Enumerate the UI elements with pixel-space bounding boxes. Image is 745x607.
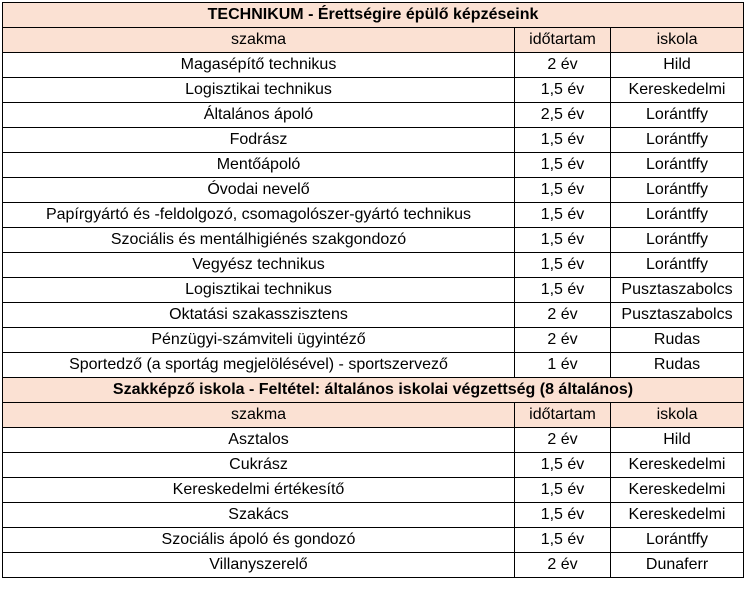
- training-table: [2, 2, 744, 578]
- school-cell: Lorántffy: [611, 178, 744, 203]
- school-cell: Kereskedelmi: [611, 78, 744, 103]
- duration-cell: 1,5 év: [515, 253, 611, 278]
- profession-cell: Asztalos: [3, 428, 515, 453]
- table-row: [3, 153, 744, 178]
- column-header-row: [3, 403, 744, 428]
- school-cell: Pusztaszabolcs: [611, 303, 744, 328]
- duration-cell: 2 év: [515, 53, 611, 78]
- school-cell: Lorántffy: [611, 253, 744, 278]
- section-title-row: [3, 3, 744, 28]
- profession-cell: Cukrász: [3, 453, 515, 478]
- table-row: [3, 553, 744, 578]
- table-row: [3, 428, 744, 453]
- table-row: [3, 78, 744, 103]
- school-cell: Lorántffy: [611, 128, 744, 153]
- profession-cell: Magasépítő technikus: [3, 53, 515, 78]
- table-row: [3, 353, 744, 378]
- duration-cell: 1 év: [515, 353, 611, 378]
- table-row: [3, 528, 744, 553]
- table-row: [3, 478, 744, 503]
- table-row: [3, 203, 744, 228]
- column-header: iskola: [611, 403, 744, 428]
- duration-cell: 1,5 év: [515, 278, 611, 303]
- table-row: [3, 453, 744, 478]
- duration-cell: 1,5 év: [515, 178, 611, 203]
- school-cell: Dunaferr: [611, 553, 744, 578]
- table-row: [3, 228, 744, 253]
- column-header: időtartam: [515, 403, 611, 428]
- duration-cell: 2,5 év: [515, 103, 611, 128]
- duration-cell: 2 év: [515, 328, 611, 353]
- column-header: szakma: [3, 28, 515, 53]
- section-title: TECHNIKUM - Érettségire épülő képzéseink: [3, 3, 744, 28]
- profession-cell: Fodrász: [3, 128, 515, 153]
- profession-cell: Mentőápoló: [3, 153, 515, 178]
- table-row: [3, 53, 744, 78]
- profession-cell: Szociális és mentálhigiénés szakgondozó: [3, 228, 515, 253]
- profession-cell: Oktatási szakasszisztens: [3, 303, 515, 328]
- table-row: [3, 278, 744, 303]
- table-row: [3, 128, 744, 153]
- profession-cell: Általános ápoló: [3, 103, 515, 128]
- duration-cell: 1,5 év: [515, 528, 611, 553]
- profession-cell: Szakács: [3, 503, 515, 528]
- school-cell: Kereskedelmi: [611, 453, 744, 478]
- profession-cell: Papírgyártó és -feldolgozó, csomagolószer-gyártó technikus: [3, 203, 515, 228]
- profession-cell: Óvodai nevelő: [3, 178, 515, 203]
- table-row: [3, 303, 744, 328]
- school-cell: Hild: [611, 428, 744, 453]
- duration-cell: 1,5 év: [515, 228, 611, 253]
- table-row: [3, 253, 744, 278]
- duration-cell: 1,5 év: [515, 153, 611, 178]
- duration-cell: 1,5 év: [515, 128, 611, 153]
- column-header: iskola: [611, 28, 744, 53]
- school-cell: Lorántffy: [611, 103, 744, 128]
- table-row: [3, 178, 744, 203]
- school-cell: Lorántffy: [611, 153, 744, 178]
- profession-cell: Szociális ápoló és gondozó: [3, 528, 515, 553]
- school-cell: Kereskedelmi: [611, 503, 744, 528]
- table-row: [3, 103, 744, 128]
- school-cell: Kereskedelmi: [611, 478, 744, 503]
- duration-cell: 1,5 év: [515, 203, 611, 228]
- section-title-row: [3, 378, 744, 403]
- school-cell: Pusztaszabolcs: [611, 278, 744, 303]
- school-cell: Lorántffy: [611, 228, 744, 253]
- school-cell: Rudas: [611, 328, 744, 353]
- duration-cell: 2 év: [515, 553, 611, 578]
- school-cell: Lorántffy: [611, 203, 744, 228]
- profession-cell: Sportedző (a sportág megjelölésével) - sportszervező: [3, 353, 515, 378]
- profession-cell: Logisztikai technikus: [3, 278, 515, 303]
- column-header-row: [3, 28, 744, 53]
- school-cell: Lorántffy: [611, 528, 744, 553]
- profession-cell: Kereskedelmi értékesítő: [3, 478, 515, 503]
- duration-cell: 1,5 év: [515, 503, 611, 528]
- table-row: [3, 503, 744, 528]
- section-title: Szakképző iskola - Feltétel: általános iskolai végzettség (8 általános): [3, 378, 744, 403]
- school-cell: Hild: [611, 53, 744, 78]
- profession-cell: Vegyész technikus: [3, 253, 515, 278]
- profession-cell: Logisztikai technikus: [3, 78, 515, 103]
- duration-cell: 1,5 év: [515, 78, 611, 103]
- duration-cell: 2 év: [515, 303, 611, 328]
- column-header: szakma: [3, 403, 515, 428]
- school-cell: Rudas: [611, 353, 744, 378]
- duration-cell: 1,5 év: [515, 478, 611, 503]
- profession-cell: Villanyszerelő: [3, 553, 515, 578]
- profession-cell: Pénzügyi-számviteli ügyintéző: [3, 328, 515, 353]
- table-row: [3, 328, 744, 353]
- column-header: időtartam: [515, 28, 611, 53]
- duration-cell: 2 év: [515, 428, 611, 453]
- duration-cell: 1,5 év: [515, 453, 611, 478]
